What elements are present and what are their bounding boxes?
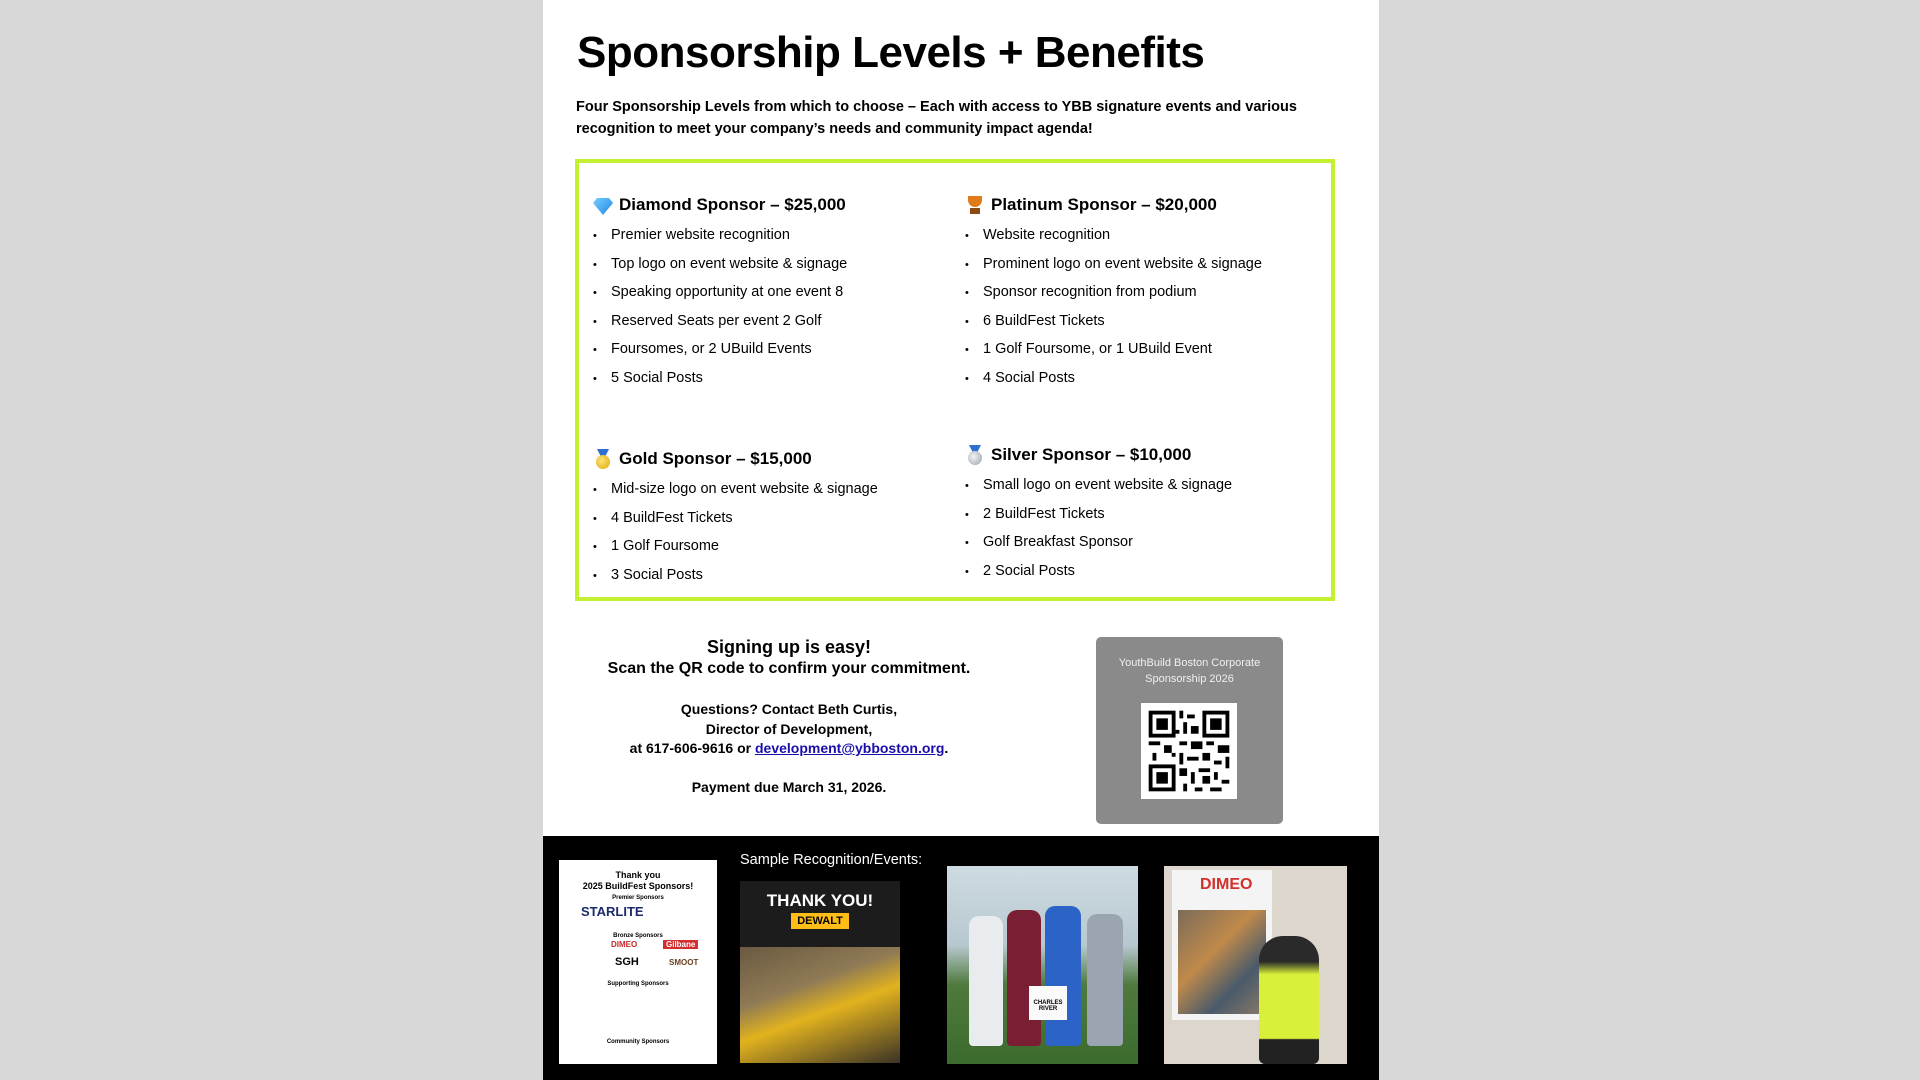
contact-suffix: .	[944, 740, 949, 756]
benefit-item: • Sponsor recognition from podium	[965, 278, 1262, 307]
dimeo-banner-text: DIMEO	[1200, 876, 1253, 893]
tier-name: Diamond Sponsor – $25,000	[619, 195, 846, 214]
benefit-item: • 3 Social Posts	[593, 561, 878, 590]
golfer-figure	[1087, 914, 1123, 1046]
tier-gold	[593, 449, 878, 589]
tier-diamond	[593, 195, 847, 392]
benefit-item: • 4 Social Posts	[965, 364, 1262, 393]
benefit-item: • 4 BuildFest Tickets	[593, 504, 878, 533]
silver-medal-icon	[965, 445, 985, 465]
flyer-premier-logo: STARLITE	[581, 904, 644, 919]
dimeo-banner	[1172, 870, 1272, 1020]
email-link[interactable]: development@ybboston.org	[754, 740, 945, 756]
benefit-item: • 1 Golf Foursome, or 1 UBuild Event	[965, 335, 1262, 364]
benefit-item: • 2 BuildFest Tickets	[965, 500, 1232, 529]
flyer-bronze-logo: SGH	[615, 956, 639, 968]
flyer-thank-you: Thank you	[615, 870, 661, 880]
contact-title: Director of Development,	[705, 720, 873, 737]
golf-sponsor-sign: CHARLES RIVER	[1029, 986, 1067, 1020]
golf-outing-photo	[947, 866, 1138, 1064]
contact-line: Questions? Contact Beth Curtis,	[680, 701, 898, 717]
flyer-headline: 2025 BuildFest Sponsors!	[582, 881, 694, 891]
benefit-item: • Premier website recognition	[593, 221, 847, 250]
gold-medal-icon	[593, 449, 613, 469]
benefit-list	[965, 471, 1232, 585]
dewalt-thank-you-photo	[740, 881, 900, 1063]
worker-figure	[1259, 936, 1319, 1064]
golfer-figure	[1007, 910, 1041, 1046]
benefit-item: • 1 Golf Foursome	[593, 532, 878, 561]
benefit-item: • Reserved Seats per event 2 Golf	[593, 307, 847, 336]
qr-card-title: YouthBuild Boston Corporate Sponsorship 2026	[1118, 657, 1261, 685]
tier-silver	[965, 445, 1232, 585]
contact-phone: at 617-606-9616 or	[629, 740, 755, 756]
benefit-item: • Golf Breakfast Sponsor	[965, 528, 1232, 557]
flyer-supporting-label: Supporting Sponsors	[607, 981, 669, 987]
tier-name: Platinum Sponsor – $20,000	[991, 195, 1217, 214]
benefit-item: • Speaking opportunity at one event 8	[593, 278, 847, 307]
gallery-caption: Sample Recognition/Events:	[740, 852, 923, 868]
qr-card[interactable]	[1096, 637, 1283, 824]
dewalt-thank-you-text: THANK YOU!	[766, 891, 874, 910]
golfer-figure	[969, 916, 1003, 1046]
contact-info	[583, 700, 995, 759]
payment-due: Payment due March 31, 2026.	[691, 778, 887, 795]
sponsor-thank-you-flyer	[559, 860, 717, 1064]
benefit-item: • Mid-size logo on event website & signage	[593, 475, 878, 504]
benefit-item: • Foursomes, or 2 UBuild Events	[593, 335, 847, 364]
flyer-community-label: Community Sponsors	[606, 1039, 670, 1045]
banner-photo-collage	[1178, 910, 1266, 1014]
dewalt-logo: DEWALT	[791, 913, 849, 929]
benefit-list	[965, 221, 1262, 392]
benefit-item: • Top logo on event website & signage	[593, 250, 847, 279]
flyer-bronze-label: Bronze Sponsors	[613, 933, 663, 939]
benefit-item: • Small logo on event website & signage	[965, 471, 1232, 500]
flyer-premier-label: Premier Sponsors	[612, 895, 664, 901]
benefit-item: • Prominent logo on event website & signage	[965, 250, 1262, 279]
signup-section	[583, 636, 995, 795]
qr-code-graphic	[1141, 703, 1237, 799]
flyer-bronze-logo: DIMEO	[611, 940, 638, 949]
gem-icon	[593, 195, 613, 215]
sponsorship-tiers-box	[575, 159, 1335, 601]
benefit-list	[593, 221, 847, 392]
benefit-item: • Website recognition	[965, 221, 1262, 250]
sponsorship-page	[543, 0, 1379, 1080]
flyer-bronze-logo: SMOOT	[669, 958, 699, 967]
trophy-icon	[965, 195, 985, 215]
benefit-item: • 6 BuildFest Tickets	[965, 307, 1262, 336]
signup-subheading: Scan the QR code to confirm your commitment.	[607, 660, 971, 677]
benefit-item: • 5 Social Posts	[593, 364, 847, 393]
benefit-list	[593, 475, 878, 589]
dimeo-event-photo	[1164, 866, 1347, 1064]
page-title: Sponsorship Levels + Benefits	[577, 28, 1205, 77]
qr-code-icon[interactable]	[1141, 703, 1237, 799]
tier-name: Gold Sponsor – $15,000	[619, 449, 812, 468]
golfer-figure	[1045, 906, 1081, 1046]
tier-platinum	[965, 195, 1262, 392]
signup-heading: Signing up is easy!	[706, 637, 872, 657]
intro-text: Four Sponsorship Levels from which to choose – Each with access to YBB signature events and various recognition to meet your company’s needs and community impact agenda!	[576, 99, 1297, 137]
tier-name: Silver Sponsor – $10,000	[991, 445, 1192, 464]
benefit-item: • 2 Social Posts	[965, 557, 1232, 586]
sample-recognition-gallery	[543, 836, 1379, 1080]
power-tools-image	[740, 947, 900, 1063]
contact-phone-email	[583, 739, 995, 759]
flyer-bronze-logo: Gilbane	[663, 940, 698, 949]
